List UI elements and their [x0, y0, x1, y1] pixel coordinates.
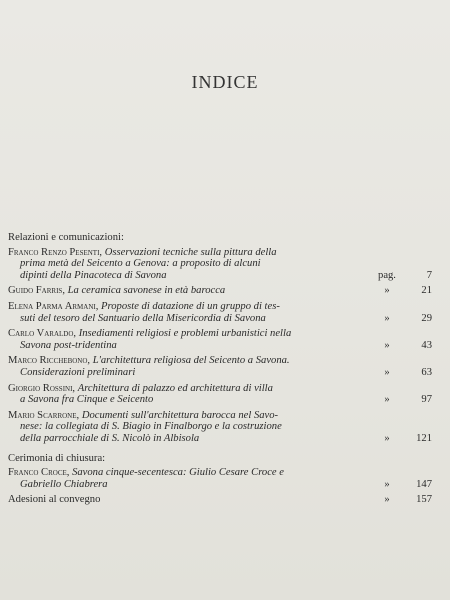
page-label: »: [384, 366, 390, 378]
entry-title-plain: Adesioni al convegno: [8, 494, 101, 506]
entry-page: [372, 394, 432, 406]
page-number: 121: [416, 432, 432, 444]
page-number: 29: [421, 312, 432, 324]
section-heading: Relazioni e comunicazioni:: [8, 232, 124, 243]
entry-title: Documenti sull'architettura barocca nel Savo-: [81, 409, 279, 421]
page-number: 157: [416, 494, 432, 506]
entry-title-cont: della parrocchiale di S. Nicolò in Albisola: [20, 432, 200, 444]
entry-title: Osservazioni tecniche sulla pittura della: [104, 246, 277, 258]
toc-entry: [8, 247, 432, 282]
entry-author: Mario Scarrone: [8, 409, 77, 421]
toc-entry: [8, 467, 432, 490]
entry-title: La ceramica savonese in età barocca: [67, 285, 226, 297]
entry-page: [372, 270, 432, 282]
entry-title-cont: Gabriello Chiabrera: [20, 478, 108, 490]
entry-title: Insediamenti religiosi e problemi urbanistici nella: [78, 328, 292, 340]
entry-page: [372, 479, 432, 491]
entry-title-cont: suti del tesoro del Santuario della Misericordia di Savona: [20, 312, 266, 324]
entry-title-cont: nese: la collegiata di S. Biagio in Finalborgo e la costruzione: [20, 421, 282, 433]
entry-author: Marco Ricchebono: [8, 355, 88, 367]
entry-separator: ,: [99, 246, 105, 258]
page-label: »: [384, 312, 390, 324]
entry-separator: ,: [87, 355, 93, 367]
page-label: pag.: [378, 269, 396, 281]
entry-title-cont: Savona post-tridentina: [20, 339, 117, 351]
toc-entry: [8, 285, 432, 297]
entry-page: [372, 494, 432, 506]
entry-author: Giorgio Rossini: [8, 382, 73, 394]
entry-title-cont: prima metà del Seicento a Genova: a proposito di alcuni: [20, 258, 261, 270]
entry-title-cont: dipinti della Pinacoteca di Savona: [20, 269, 167, 281]
entry-separator: ,: [73, 328, 79, 340]
entry-title: Architettura di palazzo ed architettura di villa: [77, 382, 273, 394]
entry-page: [372, 313, 432, 325]
entry-separator: ,: [95, 300, 102, 312]
entry-separator: ,: [72, 382, 78, 394]
page-number: 43: [421, 339, 432, 351]
page-label: »: [384, 478, 390, 490]
entry-page: [372, 285, 432, 297]
entry-separator: ,: [76, 409, 82, 421]
toc-entry: [8, 383, 432, 406]
entry-title: Savona cinque-secentesca: Giulio Cesare Croce e: [72, 467, 284, 479]
toc-entry: [8, 355, 432, 378]
entry-page: [372, 433, 432, 445]
page-label: »: [384, 432, 390, 444]
entry-page: [372, 367, 432, 379]
entry-separator: ,: [66, 467, 73, 479]
entry-author: Guido Farris: [8, 285, 63, 297]
page-number: 21: [421, 285, 432, 297]
page-number: 63: [421, 366, 432, 378]
entry-title: L'architettura religiosa del Seicento a Savona.: [92, 355, 290, 367]
entry-author: Elena Parma Armani: [8, 300, 96, 312]
page-label: »: [384, 339, 390, 351]
page-number: 97: [421, 394, 432, 406]
entry-author: Franco Croce: [8, 467, 67, 479]
entry-author: Carlo Varaldo: [8, 328, 74, 340]
section-heading: Cerimonia di chiusura:: [8, 452, 106, 464]
entry-separator: ,: [62, 285, 68, 297]
entry-title-cont: Considerazioni preliminari: [20, 366, 136, 378]
toc-entry: [8, 328, 432, 351]
page-label: »: [384, 494, 390, 506]
page-number: 147: [416, 478, 432, 490]
page-title: INDICE: [191, 72, 259, 92]
entry-title-cont: a Savona fra Cinque e Seicento: [20, 394, 154, 406]
entry-author: Franco Renzo Pesenti: [8, 246, 100, 258]
page-label: »: [384, 285, 390, 297]
toc-entry: [8, 301, 432, 324]
page-number: 7: [426, 269, 432, 281]
toc-entry: [8, 494, 432, 506]
table-of-contents: [8, 232, 432, 510]
entry-title: Proposte di datazione di un gruppo di tes-: [101, 300, 280, 312]
page-label: »: [384, 394, 390, 406]
toc-entry: [8, 410, 432, 445]
entry-page: [372, 340, 432, 352]
